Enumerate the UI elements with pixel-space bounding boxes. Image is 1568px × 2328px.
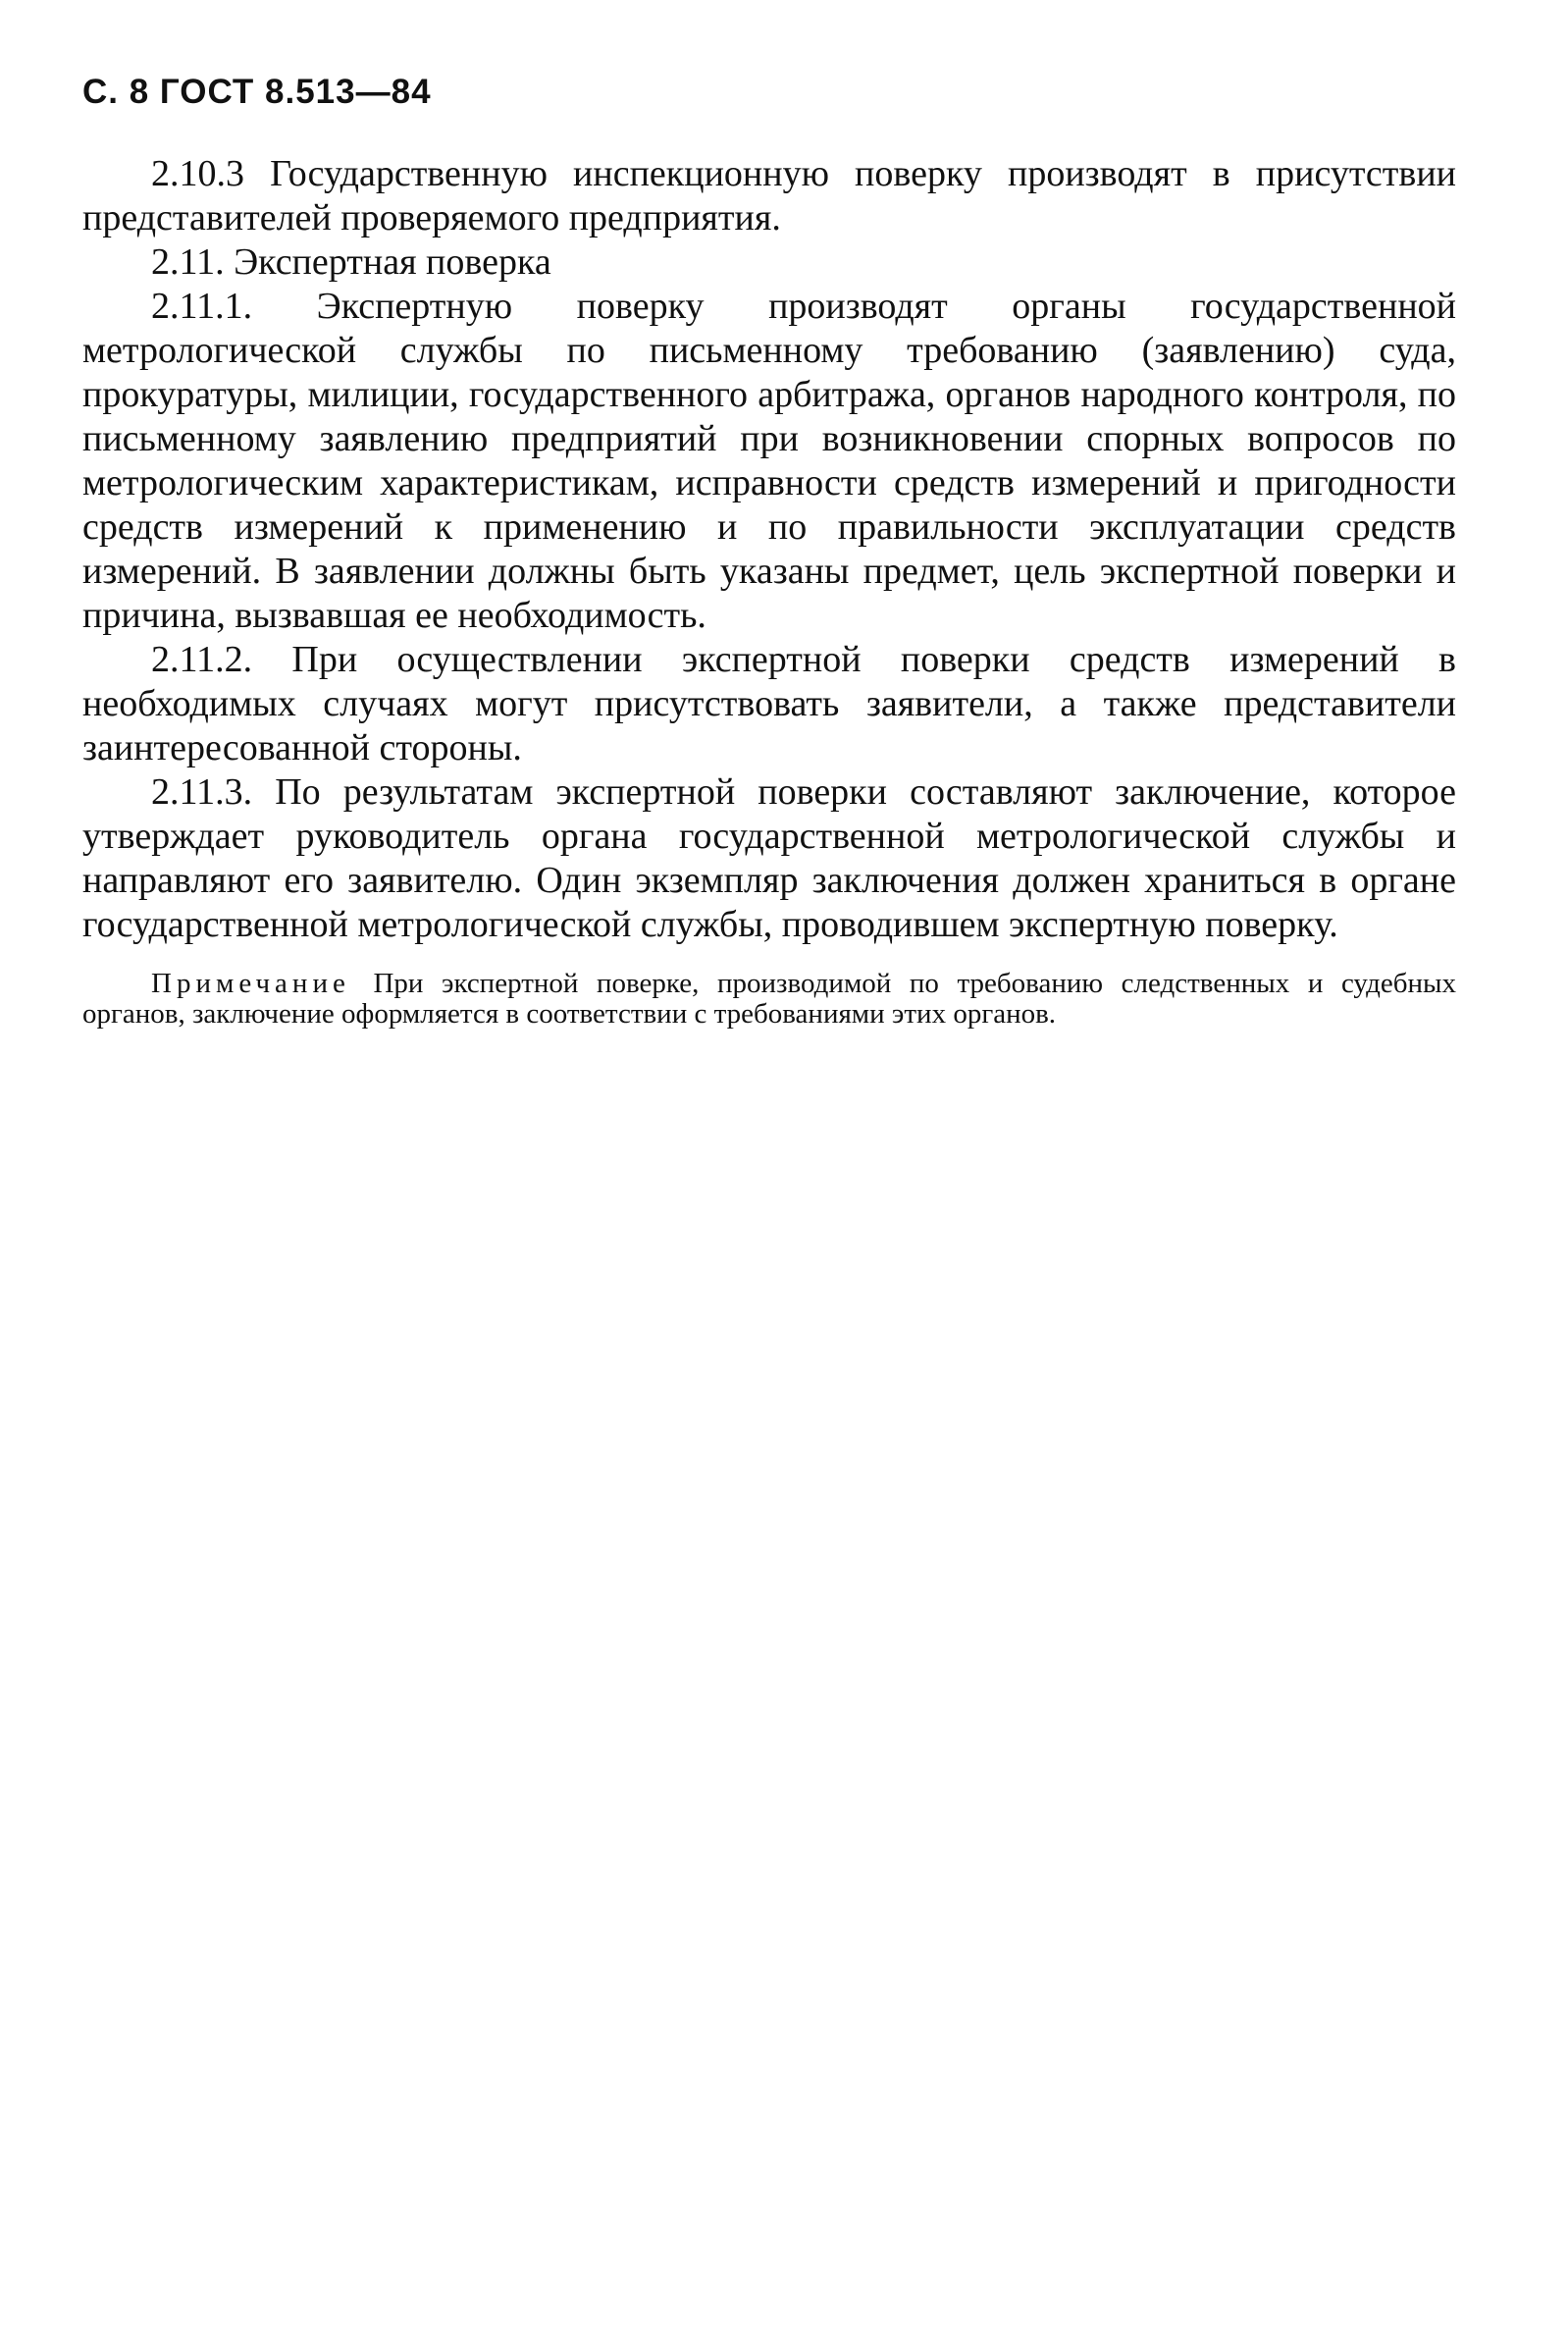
- paragraph-2-10-3: 2.10.3 Государственную инспекционную поверку производят в присутствии представителей проверяемого предприятия.: [82, 153, 1456, 238]
- section-heading-2-11: 2.11. Экспертная поверка: [151, 241, 551, 283]
- document-page: [82, 75, 1456, 1030]
- note-text: При экспертной поверке, производимой по требованию следственных и судебных органов, заключение оформляется в соответствии с требованиями этих органов.: [82, 968, 1456, 1030]
- paragraph-2-11-2: 2.11.2. При осуществлении экспертной поверки средств измерений в необходимых случаях могут присутствовать заявители, а также представители заинтересованной стороны.: [82, 639, 1456, 768]
- running-head: С. 8 ГОСТ 8.513—84: [82, 73, 432, 111]
- paragraph-2-11-3: 2.11.3. По результатам экспертной поверки составляют заключение, которое утверждает руководитель органа государственной метрологической службы и направляют его заявителю. Один экземпляр заключения должен храниться в органе государственной метрологической службы, проводившем экспертную поверку.: [82, 771, 1456, 945]
- paragraph-2-11-1: 2.11.1. Экспертную поверку производят органы государственной метрологической службы по письменному требованию (заявлению) суда, прокуратуры, милиции, государственного арбитража, органов народного контроля, по письменному заявлению предприятий при возникновении спорных вопросов по метрологическим характеристикам, исправности средств измерений и пригодности средств измерений к применению и по правильности эксплуатации средств измерений. В заявлении должны быть указаны предмет, цель экспертной поверки и причина, вызвавшая ее необходимость.: [82, 286, 1456, 636]
- note-label: Примечание: [151, 968, 374, 999]
- document-body: [82, 152, 1456, 947]
- note-block: [82, 969, 1456, 1030]
